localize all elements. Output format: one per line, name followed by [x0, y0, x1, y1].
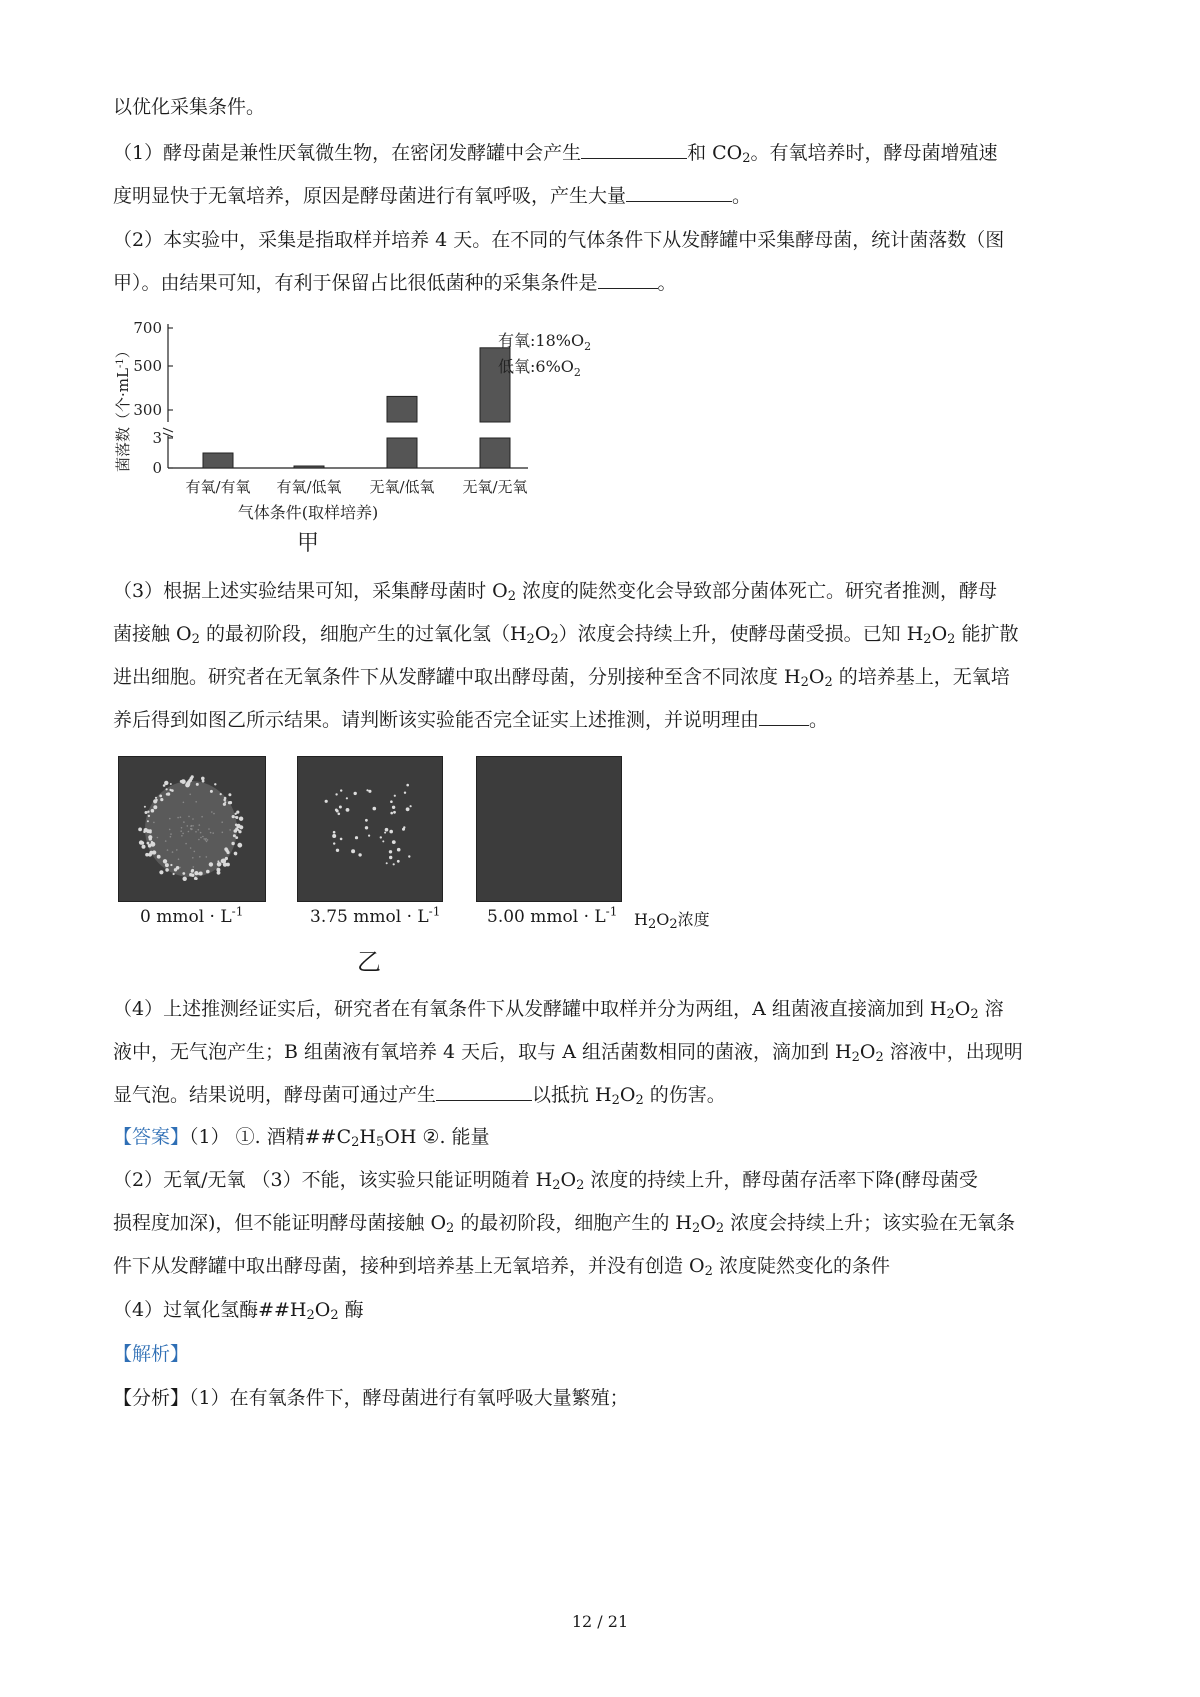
- colony-dot: [221, 859, 225, 863]
- plate-3.75mmol: [297, 756, 443, 902]
- colony-dot: [389, 850, 392, 853]
- colony-dot: [346, 808, 350, 812]
- colony-dot: [325, 800, 328, 803]
- colony-dot: [221, 821, 223, 823]
- colony-dot: [178, 858, 180, 860]
- colony-dot: [138, 828, 142, 832]
- colony-dot: [139, 840, 143, 844]
- colony-dot: [206, 856, 208, 858]
- colony-dot: [235, 816, 238, 819]
- colony-dot: [382, 840, 384, 842]
- question-3-line-1: （3）根据上述实验结果可知，采集酵母菌时 $O_2$ 浓度的陡然变化会导致部分菌体死亡。研究者推测，酵母: [113, 580, 998, 604]
- colony-dot: [213, 813, 215, 815]
- colony-dot: [217, 862, 222, 867]
- colony-dot: [406, 807, 410, 811]
- colony-dot: [351, 849, 355, 853]
- plate-label-2: 3.75 mmol · $L^{-1}$: [310, 904, 441, 927]
- page-number: 12 / 21: [571, 1612, 629, 1631]
- colony-dot: [206, 870, 210, 874]
- lawn-colony-image: [119, 757, 265, 901]
- colony-dot: [153, 822, 155, 824]
- colony-dot: [181, 779, 186, 784]
- colony-dot: [210, 832, 212, 834]
- colony-dot: [335, 809, 338, 812]
- colony-dot: [390, 800, 393, 803]
- colony-dot: [335, 793, 337, 795]
- colony-dot: [229, 829, 231, 831]
- colony-dot: [148, 815, 150, 817]
- answer-line-4: 件下从发酵罐中取出酵母菌，接种到培养基上无氧培养，并没有创造 $O_2$ 浓度陡然变化的条件: [113, 1255, 890, 1279]
- colony-dot: [192, 818, 194, 820]
- colony-dot: [201, 777, 205, 781]
- figure-yi-caption: 乙: [357, 948, 381, 976]
- colony-dot: [149, 851, 153, 855]
- colony-dot: [397, 860, 400, 863]
- colony-dot: [181, 827, 183, 829]
- colony-dot: [180, 830, 182, 832]
- question-4-line-1: （4）上述推测经证实后，研究者在有氧条件下从发酵罐中取样并分为两组，A 组菌液直接滴加到 $H_2O_2$ 溶: [113, 998, 1004, 1022]
- colony-dot: [190, 847, 192, 849]
- colony-dot: [410, 805, 412, 807]
- colony-dot: [205, 838, 207, 840]
- question-4-line-2: 液中，无气泡产生；B 组菌液有氧培养 4 天后，取与 A 组活菌数相同的菌液，滴加到 $H_2O_2$ 溶液中，出现明: [113, 1041, 1023, 1065]
- question-3-line-3: 进出细胞。研究者在无氧条件下从发酵罐中取出酵母菌，分别接种至含不同浓度 $H_2O_2$ 的培养基上，无氧培: [113, 666, 1010, 690]
- colony-dot: [222, 832, 224, 834]
- bar-lower-无氧/低氧: [387, 438, 417, 468]
- colony-dot: [149, 837, 152, 840]
- colony-dot: [203, 838, 205, 840]
- question-4-line-3: 显气泡。结果说明，酵母菌可通过产生 以抵抗 $H_2O_2$ 的伤害。: [113, 1084, 726, 1108]
- colony-dot: [179, 867, 181, 869]
- y-tick-label: 300: [133, 401, 162, 419]
- y-axis-label: 菌落数（个$\cdot mL^{-1}$）: [114, 343, 132, 472]
- colony-dot: [165, 868, 169, 872]
- colony-dot: [210, 790, 213, 793]
- colony-dot: [199, 856, 201, 858]
- colony-dot: [198, 873, 200, 875]
- colony-dot: [192, 825, 194, 827]
- colony-dot: [170, 783, 172, 785]
- colony-dot: [147, 820, 149, 822]
- colony-dot: [408, 855, 410, 857]
- question-3-line-4: 养后得到如图乙所示结果。请判断该实验能否完全证实上述推测，并说明理由 。: [113, 709, 829, 731]
- colony-dot: [198, 829, 200, 831]
- colony-dot: [191, 775, 194, 778]
- colony-dot: [340, 789, 342, 791]
- sparse-colony-image: [298, 757, 442, 901]
- colony-dot: [195, 877, 198, 880]
- colony-dot: [365, 826, 368, 829]
- colony-dot: [389, 830, 393, 834]
- colony-dot: [187, 780, 190, 783]
- colony-dot: [180, 816, 182, 818]
- plate-label-1: 0 mmol · $L^{-1}$: [140, 904, 244, 927]
- colony-dot: [336, 849, 339, 852]
- answer-blank-2[interactable]: [626, 183, 732, 202]
- colony-dot: [212, 832, 214, 834]
- colony-dot: [200, 832, 202, 834]
- colony-dot: [167, 849, 169, 851]
- colony-dot: [340, 838, 343, 841]
- legend-oxic: 有氧$:18\%O_2$: [498, 331, 592, 353]
- colony-dot: [142, 845, 146, 849]
- y-tick-label: 700: [133, 319, 162, 337]
- colony-dot: [145, 811, 148, 814]
- x-tick-label: 无氧/低氧: [369, 478, 435, 496]
- colony-dot: [233, 834, 236, 837]
- colony-dot: [223, 799, 226, 802]
- colony-dot: [214, 783, 216, 785]
- colony-dot: [156, 799, 158, 801]
- h2o2-axis-label: $H_2O_2$浓度: [634, 910, 710, 932]
- y-tick-label: 500: [133, 357, 162, 375]
- figure-jia-caption: 甲: [296, 531, 320, 556]
- colony-dot: [174, 868, 177, 871]
- colony-dot: [146, 829, 150, 833]
- colony-dot: [147, 811, 149, 813]
- colony-dot: [191, 828, 193, 830]
- colony-dot: [404, 792, 406, 794]
- colony-dot: [155, 797, 157, 799]
- answer-tag: 【答案】: [113, 1126, 190, 1148]
- x-axis-label: 气体条件(取样培养): [237, 503, 379, 522]
- colony-dot: [385, 828, 389, 832]
- colony-dot: [386, 862, 388, 864]
- bar-upper-无氧/低氧: [387, 396, 417, 422]
- colony-dot: [195, 831, 197, 833]
- colony-dot: [392, 806, 395, 809]
- colony-dot: [380, 836, 382, 838]
- colony-dot: [171, 789, 174, 792]
- colony-dot: [196, 783, 199, 786]
- colony-dot: [188, 816, 190, 818]
- question-3-line-2: 菌接触 $O_2$ 的最初阶段，细胞产生的过氧化氢$(H_2O_2)$浓度会持续上升，使酵母菌受损。已知 $H_2O_2$ 能扩散: [113, 623, 1019, 647]
- colony-dot: [354, 792, 357, 795]
- question-1-line-1: （1）酵母菌是兼性厌氧微生物，在密闭发酵罐中会产生 和 $CO_2$。有氧培养时，酵母菌增殖速: [113, 142, 998, 166]
- colony-dot: [182, 872, 185, 875]
- colony-dot: [332, 834, 336, 838]
- colony-dot: [182, 833, 184, 835]
- colony-dot: [366, 789, 368, 791]
- colony-dot: [147, 842, 150, 845]
- bar-lower-无氧/无氧: [480, 438, 510, 468]
- colony-dot: [368, 835, 370, 837]
- colony-dot: [160, 798, 163, 801]
- colony-dot: [163, 859, 167, 863]
- answer-line-1: 【答案】（1） ①. 酒精$\#\#C_2H_5OH$ ②. 能量: [113, 1126, 490, 1150]
- colony-dot: [339, 806, 342, 809]
- colony-dot: [220, 793, 222, 795]
- colony-dot: [231, 842, 234, 845]
- colony-dot: [406, 784, 409, 787]
- colony-dot: [239, 817, 243, 821]
- x-tick-label: 有氧/有氧: [185, 478, 251, 496]
- answer-line-5: （4）过氧化氢酶$\#\#H_2O_2$ 酶: [113, 1299, 364, 1323]
- colony-dot: [169, 818, 171, 820]
- answer-blank-1[interactable]: [581, 140, 687, 159]
- colony-dot: [211, 811, 213, 813]
- colony-dot: [192, 857, 194, 859]
- colony-dot: [346, 797, 348, 799]
- colony-dot: [151, 842, 156, 847]
- colony-dot: [365, 819, 368, 822]
- answer-blank-3[interactable]: [598, 270, 658, 289]
- figure-jia-bar-chart: [108, 310, 628, 560]
- colony-dot: [207, 839, 209, 841]
- colony-dot: [209, 862, 213, 866]
- colony-dot: [384, 832, 386, 834]
- colony-dot: [194, 851, 196, 853]
- colony-dot: [191, 825, 193, 827]
- colony-dot: [402, 828, 405, 831]
- colony-dot: [198, 839, 200, 841]
- colony-dot: [237, 843, 242, 848]
- colony-dot: [235, 813, 237, 815]
- colony-dot: [165, 863, 169, 867]
- colony-dot: [172, 851, 174, 853]
- y-tick-label: 3: [152, 429, 162, 447]
- answer-line-2: （2）无氧/无氧 （3）不能，该实验只能证明随着 $H_2O_2$ 浓度的持续上升，酵母菌存活率下降(酵母菌受: [113, 1169, 978, 1193]
- colony-dot: [157, 855, 161, 859]
- colony-dot: [368, 790, 371, 793]
- colony-dot: [177, 817, 179, 819]
- colony-dot: [183, 877, 187, 881]
- colony-dot: [170, 864, 172, 866]
- plate-5.00mmol: [476, 756, 622, 902]
- colony-dot: [208, 828, 210, 830]
- colony-dot: [228, 793, 231, 796]
- colony-dot: [393, 863, 395, 865]
- colony-dot: [189, 794, 191, 796]
- colony-dot: [169, 829, 171, 831]
- y-tick-label: 0: [152, 459, 162, 477]
- colony-dot: [237, 829, 239, 831]
- plate-0mmol: [118, 756, 266, 902]
- colony-dot: [223, 803, 226, 806]
- colony-dot: [239, 825, 243, 829]
- colony-dot: [206, 841, 208, 843]
- colony-dot: [199, 824, 201, 826]
- colony-dot: [338, 813, 341, 816]
- colony-dot: [333, 842, 335, 844]
- plate-label-3: 5.00 mmol · $L^{-1}$: [487, 904, 618, 927]
- question-2-line-1: （2）本实验中，采集是指取样并培养 4 天。在不同的气体条件下从发酵罐中采集酵母菌，统计菌落数（图: [113, 229, 1005, 251]
- colony-dot: [229, 801, 232, 804]
- colony-dot: [235, 836, 238, 839]
- colony-dot: [390, 812, 393, 815]
- colony-dot: [183, 802, 185, 804]
- analysis-line-1: 【分析】（1）在有氧条件下，酵母菌进行有氧呼吸大量繁殖；: [113, 1387, 629, 1409]
- legend-hypoxic: 低氧$:6\%O_2$: [498, 357, 581, 379]
- colony-dot: [145, 853, 149, 857]
- colony-dot: [394, 795, 396, 797]
- colony-dot: [188, 831, 190, 833]
- colony-dot: [144, 806, 146, 808]
- colony-dot: [201, 816, 203, 818]
- colony-dot: [217, 871, 221, 875]
- colony-dot: [333, 831, 336, 834]
- colony-dot: [358, 853, 361, 856]
- colony-dot: [176, 849, 178, 851]
- colony-dot: [151, 809, 155, 813]
- colony-dot: [173, 873, 175, 875]
- colony-dot: [355, 836, 358, 839]
- colony-dot: [225, 857, 228, 860]
- colony-dot: [166, 788, 168, 790]
- colony-dot: [159, 795, 162, 798]
- colony-dot: [166, 793, 169, 796]
- colony-dot: [189, 873, 192, 876]
- answer-blank-4[interactable]: [759, 707, 809, 726]
- colony-dot: [159, 870, 163, 874]
- colony-dot: [392, 840, 396, 844]
- colony-dot: [200, 837, 202, 839]
- colony-dot: [183, 821, 185, 823]
- question-1-line-2: 度明显快于无氧培养，原因是酵母菌进行有氧呼吸，产生大量 。: [113, 185, 752, 207]
- colony-dot: [227, 851, 230, 854]
- analysis-heading: 【解析】: [113, 1343, 190, 1365]
- x-tick-label: 有氧/低氧: [276, 478, 342, 496]
- colony-dot: [170, 833, 172, 835]
- colony-dot: [397, 848, 401, 852]
- bar-有氧/有氧: [203, 453, 233, 468]
- colony-dot: [181, 835, 183, 837]
- colony-dot: [195, 801, 197, 803]
- colony-dot: [389, 856, 392, 859]
- colony-dot: [373, 807, 377, 811]
- colony-dot: [164, 781, 168, 785]
- colony-dot: [202, 836, 204, 838]
- colony-dot: [185, 843, 187, 845]
- colony-dot: [235, 853, 238, 856]
- colony-dot: [393, 811, 396, 814]
- answer-line-3: 损程度加深)，但不能证明酵母菌接触 $O_2$ 的最初阶段，细胞产生的 $H_2O_2$ 浓度会持续上升；该实验在无氧条: [113, 1212, 1016, 1236]
- text-line: 以优化采集条件。: [113, 96, 266, 118]
- x-tick-label: 无氧/无氧: [462, 478, 528, 496]
- colony-dot: [157, 837, 159, 839]
- colony-dot: [232, 815, 235, 818]
- colony-dot: [170, 836, 172, 838]
- colony-dot: [187, 825, 189, 827]
- axis-break-mark: [163, 428, 173, 432]
- bar-有氧/低氧: [294, 466, 324, 468]
- colony-dot: [202, 780, 205, 783]
- colony-dot: [193, 866, 195, 868]
- answer-blank-5[interactable]: [436, 1082, 532, 1101]
- colony-dot: [191, 870, 194, 873]
- question-2-line-2: 甲）。由结果可知，有利于保留占比很低菌种的采集条件是 。: [113, 272, 677, 294]
- colony-dot: [153, 805, 157, 809]
- colony-dot: [165, 840, 167, 842]
